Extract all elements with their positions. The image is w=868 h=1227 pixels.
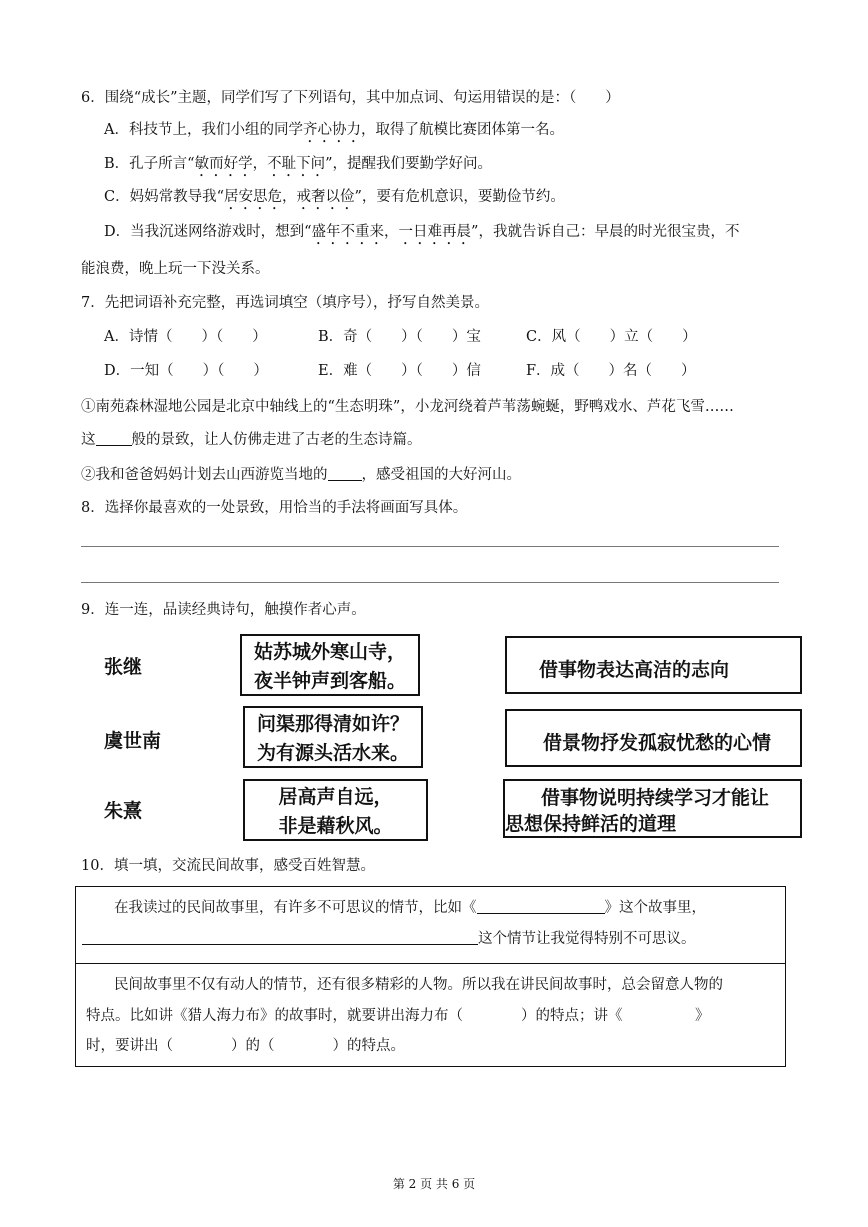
q6-a-text-end: ，取得了航模比赛团体第一名。 — [360, 122, 564, 138]
q7-option-a: A．诗情（ ）（ ） — [104, 329, 267, 345]
q6-option-d — [104, 222, 739, 248]
q7-blank-1[interactable] — [96, 431, 132, 446]
q10-p2-line3: 时，要讲出（ ）的（ ）的特点。 — [86, 1038, 405, 1054]
q10-table-divider — [76, 963, 785, 964]
poem-3-line-2: 非是藉秋风。 — [278, 815, 393, 837]
answer-box-2[interactable] — [505, 709, 802, 767]
author-yu-shinan[interactable]: 虞世南 — [104, 730, 162, 752]
poem-box-1[interactable] — [240, 634, 420, 696]
poem-3-line-1: 居高声自远， — [278, 786, 393, 808]
q10-p1-pre: 在我读过的民间故事里，有许多不可思议的情节，比如《 — [114, 900, 477, 916]
answer-box-3[interactable] — [503, 779, 802, 838]
q7-s2-pre: ②我和爸爸妈妈计划去山西游览当地的 — [81, 467, 328, 483]
q10-plot-blank[interactable] — [82, 930, 478, 945]
answer-2-text: 借景物抒发孤寂忧愁的心情 — [543, 732, 772, 754]
q7-sentence-2 — [81, 465, 521, 485]
q10-stem: 10．填一填，交流民间故事，感受百姓智慧。 — [81, 858, 375, 874]
poem-1-line-2: 夜半钟声到客船。 — [253, 670, 406, 692]
q6-c-text: C．妈妈常教导我“ — [104, 189, 225, 205]
answer-box-1[interactable] — [505, 636, 802, 694]
q6-stem: 6．围绕“成长”主题，同学们写了下列语句，其中加点词、句运用错误的是：（ ） — [81, 90, 620, 106]
author-zhu-xi[interactable]: 朱熹 — [104, 800, 143, 822]
q7-option-e: E．难（ ）（ ）信 — [318, 363, 481, 379]
q6-a-dotted: 齐心协力 — [302, 122, 361, 138]
q10-table — [75, 886, 786, 1067]
q6-b-text-end: ”，提醒我们要勤学好问。 — [325, 156, 492, 172]
poem-2-line-1: 问渠那得清如许？ — [256, 713, 409, 735]
q7-option-d: D．一知（ ）（ ） — [104, 363, 268, 379]
page-footer: 第 2 页 共 6 页 — [392, 1177, 476, 1191]
q7-option-c: C．风（ ）立（ ） — [526, 329, 697, 345]
q10-p1-post: 》这个故事里， — [604, 900, 706, 916]
q6-option-d-line2: 能浪费，晚上玩一下没关系。 — [81, 261, 270, 277]
q7-sentence-1: ①南苑森林湿地公园是北京中轴线上的“生态明珠”，小龙河绕着芦苇荡蜿蜒，野鸭戏水、芦花飞雪…… — [81, 399, 734, 415]
q8-answer-line-2[interactable] — [81, 582, 779, 583]
q7-stem: 7．先把词语补充完整，再选词填空（填序号），抒写自然美景。 — [81, 295, 489, 311]
q10-p2-line2: 特点。比如讲《猎人海力布》的故事时，就要讲出海力布（ ）的特点；讲《 》 — [86, 1008, 710, 1024]
q10-story-title-blank[interactable] — [477, 899, 605, 914]
q8-stem: 8．选择你最喜欢的一处景致，用恰当的手法将画面写具体。 — [81, 500, 468, 516]
q6-c-text-end: ”，要有危机意识，要勤俭节约。 — [354, 189, 565, 205]
answer-3-line-2: 思想保持鲜活的道理 — [505, 813, 677, 835]
q6-b-text: B．孔子所言“ — [104, 156, 195, 172]
poem-box-2[interactable] — [243, 706, 423, 768]
poem-1-line-1: 姑苏城外寒山寺， — [253, 641, 406, 663]
q6-d-text-end: ”，我就告诉自己：早晨的时光很宝贵，不 — [471, 224, 740, 240]
q9-stem: 9．连一连，品读经典诗句，触摸作者心声。 — [81, 602, 366, 618]
q8-answer-line-1[interactable] — [81, 546, 779, 547]
q6-d-dotted: 盛年不重来，一日难再晨 — [311, 224, 472, 240]
poem-2-line-2: 为有源头活水来。 — [256, 742, 409, 764]
q10-p1-line2 — [82, 929, 696, 949]
q7-sentence-1-line2 — [81, 430, 422, 450]
poem-box-3[interactable] — [243, 779, 428, 841]
q6-option-b — [104, 154, 492, 180]
q7-s1-post: 般的景致，让人仿佛走进了古老的生态诗篇。 — [131, 432, 422, 448]
answer-1-text: 借事物表达高洁的志向 — [539, 659, 730, 681]
q7-option-b: B．奇（ ）（ ）宝 — [318, 329, 481, 345]
q6-c-dotted: 居安思危，戒奢以俭 — [224, 189, 355, 205]
q7-blank-2[interactable] — [328, 466, 362, 481]
author-zhang-ji[interactable]: 张继 — [104, 656, 143, 678]
q6-option-c — [104, 187, 565, 213]
q10-p1-line1 — [114, 898, 706, 918]
q6-d-text: D．当我沉迷网络游戏时，想到“ — [104, 224, 312, 240]
q7-s2-post: ，感受祖国的大好河山。 — [361, 467, 521, 483]
q7-s1-pre: 这 — [81, 432, 96, 448]
q6-b-dotted: 敏而好学，不耻下问 — [194, 156, 326, 172]
q10-p2-line1: 民间故事里不仅有动人的情节，还有很多精彩的人物。所以我在讲民间故事时，总会留意人物的 — [114, 977, 723, 993]
answer-3-line-1: 借事物说明持续学习才能让 — [541, 787, 770, 809]
q7-option-f: F．成（ ）名（ ） — [526, 363, 696, 379]
q10-p1-line2-post: 这个情节让我觉得特别不可思议。 — [478, 931, 696, 947]
q6-a-text: A．科技节上，我们小组的同学 — [104, 122, 303, 138]
q6-option-a — [104, 120, 564, 146]
